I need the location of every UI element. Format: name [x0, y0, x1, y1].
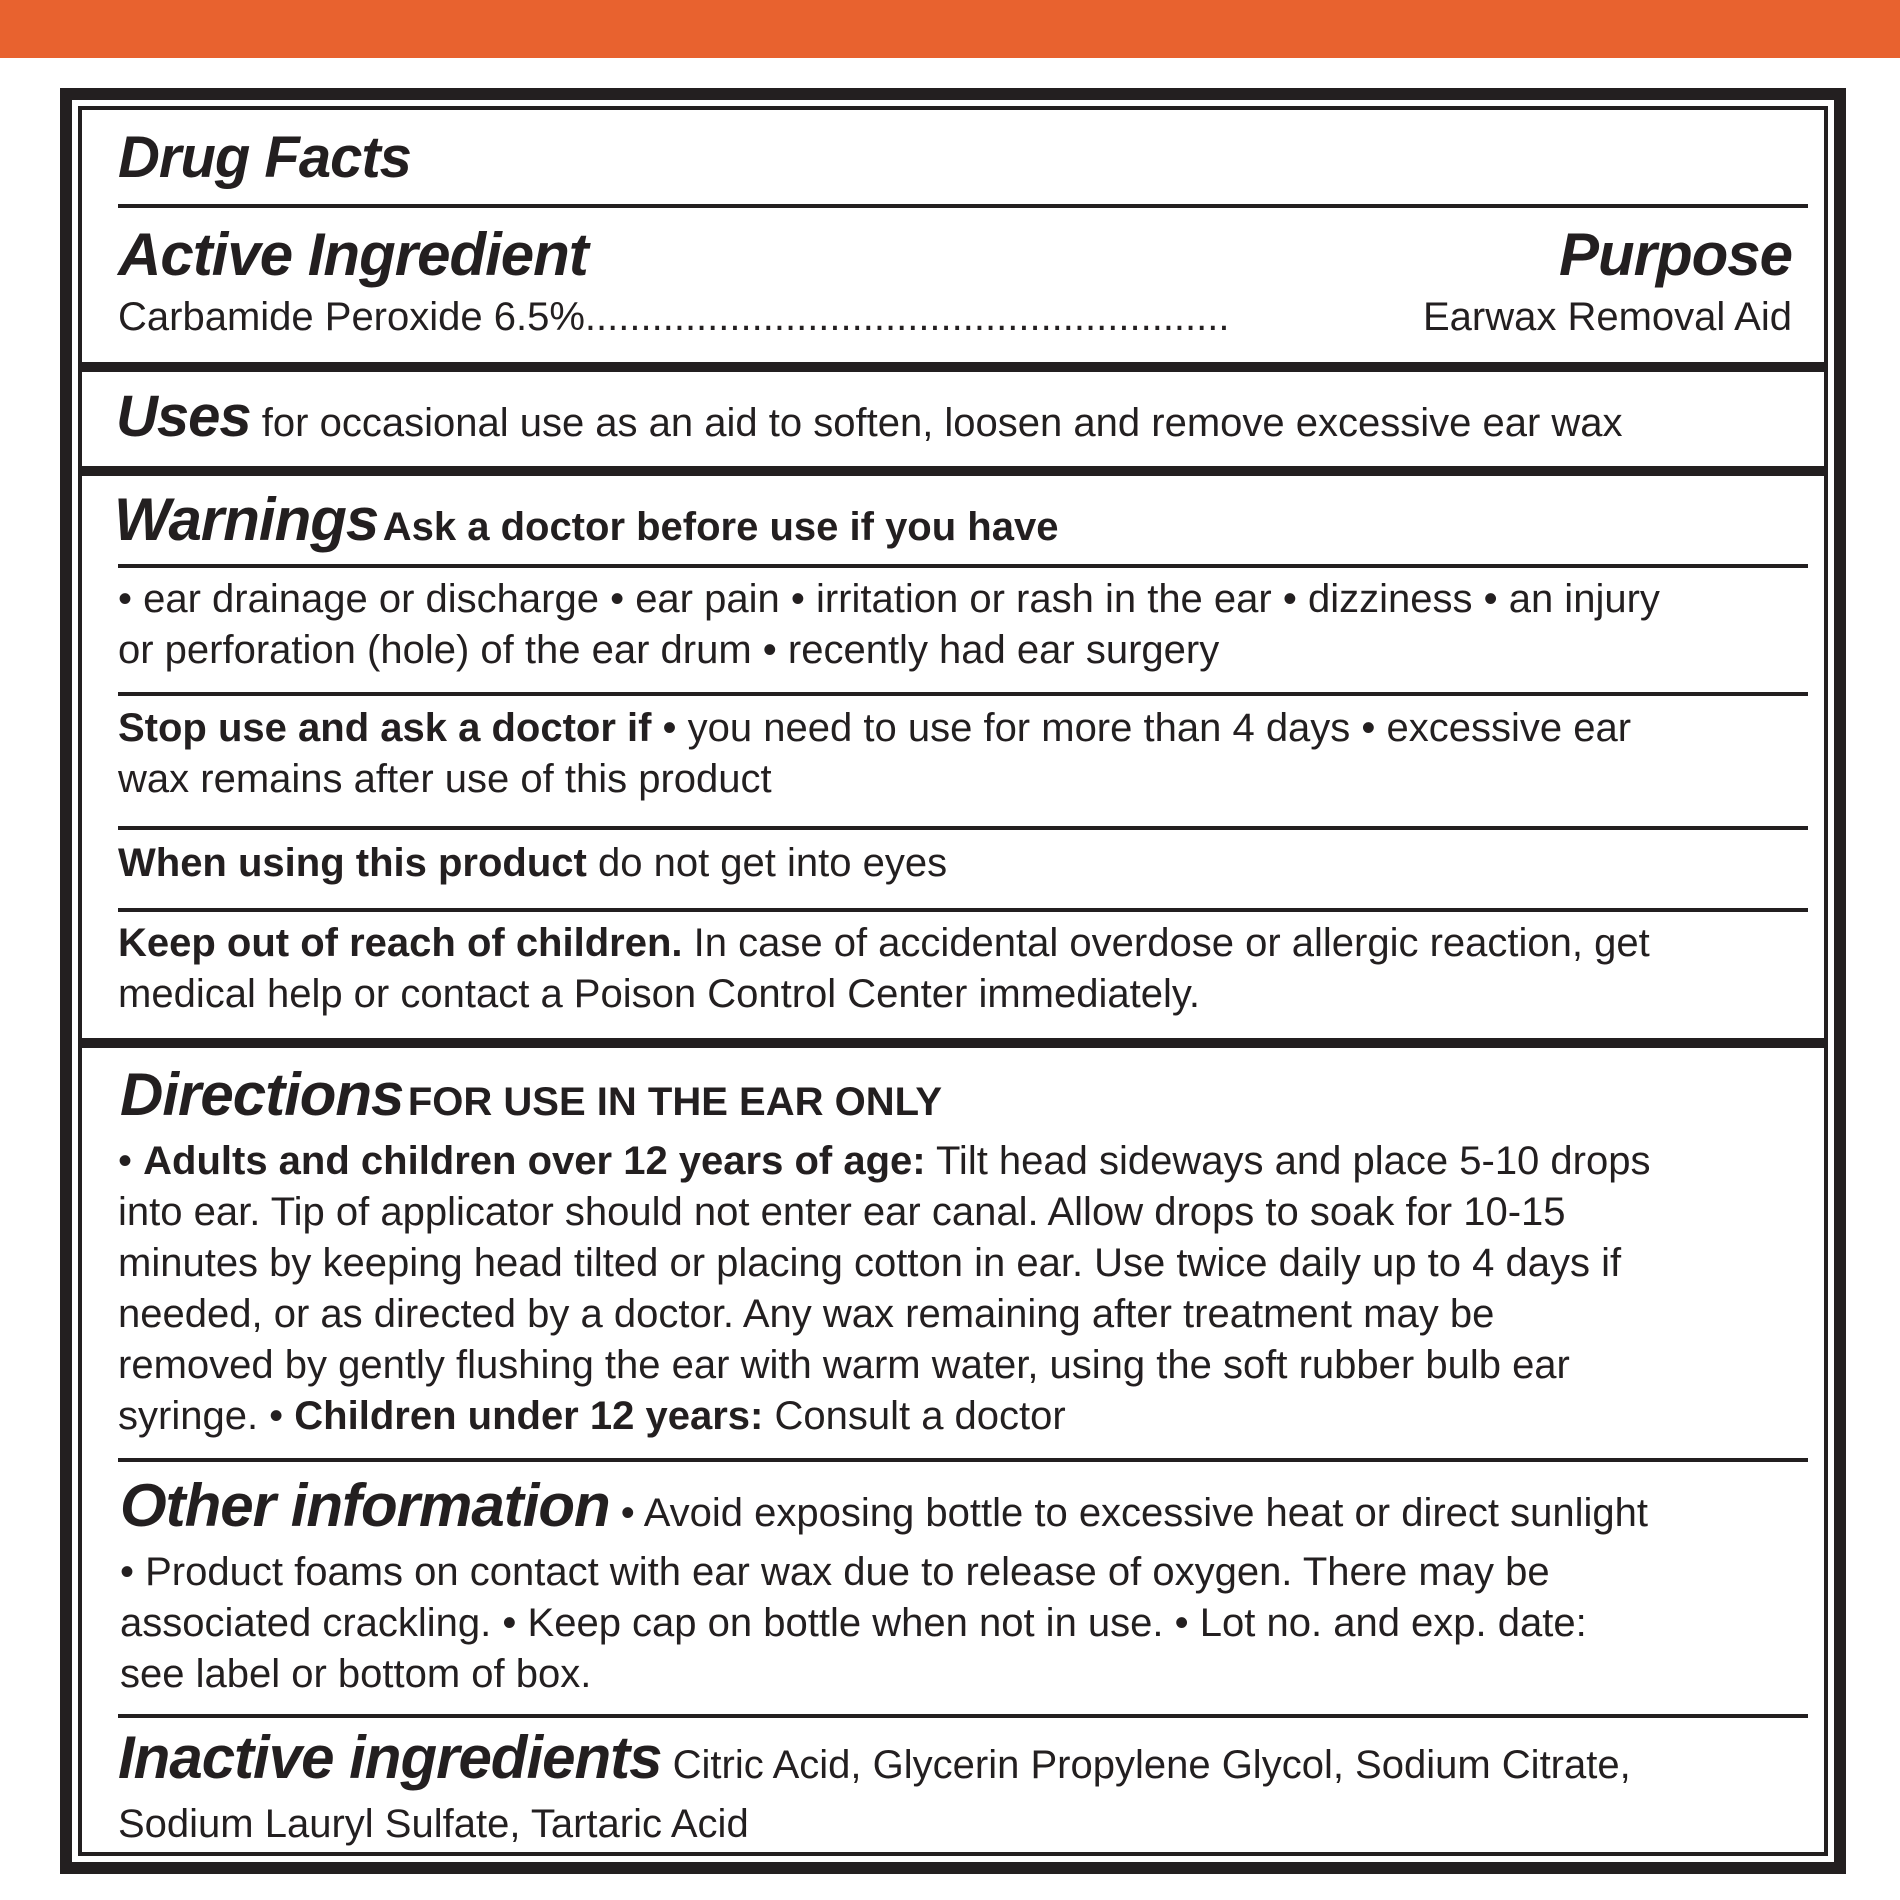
- other-information-heading: Other information: [120, 1472, 610, 1539]
- adults-bullet: •: [118, 1139, 144, 1183]
- other-information-text: • Avoid exposing bottle to excessive heat or direct sunlight: [609, 1491, 1648, 1535]
- conditions-line: or perforation (hole) of the ear drum • recently had ear surgery: [118, 628, 1220, 672]
- warnings-conditions: [118, 574, 1660, 676]
- conditions-line: • ear drainage or discharge • ear pain • irritation or rash in the ear • dizziness • an injury: [118, 577, 1660, 621]
- purpose-heading: Purpose: [1558, 221, 1792, 288]
- section-divider: [82, 362, 1824, 372]
- warnings-rule: [118, 826, 1808, 830]
- inactive-ingredients-heading: Inactive ingredients: [118, 1724, 662, 1791]
- directions-header: [120, 1060, 942, 1146]
- adults-text: needed, or as directed by a doctor. Any wax remaining after treatment may be: [118, 1292, 1495, 1336]
- other-information-block: [120, 1472, 1648, 1700]
- inactive-ingredients-text: Citric Acid, Glycerin Propylene Glycol, Sodium Citrate,: [661, 1743, 1631, 1787]
- warnings-rule: [118, 564, 1808, 568]
- keep-out-block: [118, 918, 1650, 1020]
- keep-out-text: medical help or contact a Poison Control Center immediately.: [118, 972, 1200, 1016]
- drug-facts-inner-frame: [78, 106, 1828, 1856]
- active-ingredient-name: Carbamide Peroxide 6.5%: [118, 295, 585, 339]
- when-using-label: When using this product: [118, 841, 587, 885]
- uses-heading: Uses: [116, 384, 251, 449]
- stop-use-text: • you need to use for more than 4 days • excessive ear: [651, 706, 1632, 750]
- children-text: Consult a doctor: [763, 1394, 1066, 1438]
- other-information-text: see label or bottom of box.: [120, 1652, 592, 1696]
- drug-facts-panel: [60, 88, 1846, 1874]
- children-label: Children under 12 years:: [294, 1394, 764, 1438]
- adults-text: removed by gently flushing the ear with warm water, using the soft rubber bulb ear: [118, 1343, 1570, 1387]
- other-information-text: • Product foams on contact with ear wax due to release of oxygen. There may be: [120, 1550, 1550, 1594]
- active-ingredient-row: [118, 292, 1792, 343]
- stop-use-block: [118, 703, 1631, 805]
- warnings-subheading: Ask a doctor before use if you have: [382, 505, 1059, 549]
- adults-text: Tilt head sideways and place 5-10 drops: [925, 1139, 1651, 1183]
- uses-section: [116, 382, 1623, 458]
- stop-use-label: Stop use and ask a doctor if: [118, 706, 652, 750]
- when-using-block: [118, 838, 947, 889]
- directions-rule: [118, 1458, 1808, 1462]
- directions-heading: Directions: [120, 1061, 404, 1128]
- top-accent-bar: [0, 0, 1900, 58]
- directions-subheading: FOR USE IN THE EAR ONLY: [407, 1080, 943, 1124]
- stop-use-text: wax remains after use of this product: [118, 757, 772, 801]
- warnings-heading: Warnings: [114, 486, 379, 553]
- inactive-ingredients-text: Sodium Lauryl Sulfate, Tartaric Acid: [118, 1802, 749, 1846]
- purpose-text: Earwax Removal Aid: [1422, 295, 1792, 339]
- directions-text: [118, 1136, 1650, 1442]
- uses-text: for occasional use as an aid to soften, loosen and remove excessive ear wax: [261, 401, 1623, 445]
- warnings-header: [114, 484, 1058, 572]
- other-information-rule: [118, 1714, 1808, 1718]
- drug-facts-title: Drug Facts: [118, 125, 411, 190]
- warnings-rule: [118, 908, 1808, 912]
- leader-dots: ..........................................................: [584, 295, 1230, 339]
- keep-out-label: Keep out of reach of children.: [118, 921, 683, 965]
- other-information-text: associated crackling. • Keep cap on bottle when not in use. • Lot no. and exp. date:: [120, 1601, 1587, 1645]
- title-rule: [118, 204, 1808, 208]
- warnings-rule: [118, 692, 1808, 696]
- adults-text: syringe. •: [118, 1394, 295, 1438]
- keep-out-text: In case of accidental overdose or allergic reaction, get: [682, 921, 1650, 965]
- section-divider: [82, 466, 1824, 476]
- adults-text: minutes by keeping head tilted or placing cotton in ear. Use twice daily up to 4 days if: [118, 1241, 1622, 1285]
- when-using-text: do not get into eyes: [586, 841, 948, 885]
- adults-label: Adults and children over 12 years of age:: [143, 1139, 926, 1183]
- inactive-ingredients-block: [118, 1724, 1631, 1850]
- section-divider: [82, 1038, 1824, 1048]
- adults-text: into ear. Tip of applicator should not enter ear canal. Allow drops to soak for 10-15: [118, 1190, 1566, 1234]
- active-ingredient-heading: Active Ingredient: [118, 221, 588, 288]
